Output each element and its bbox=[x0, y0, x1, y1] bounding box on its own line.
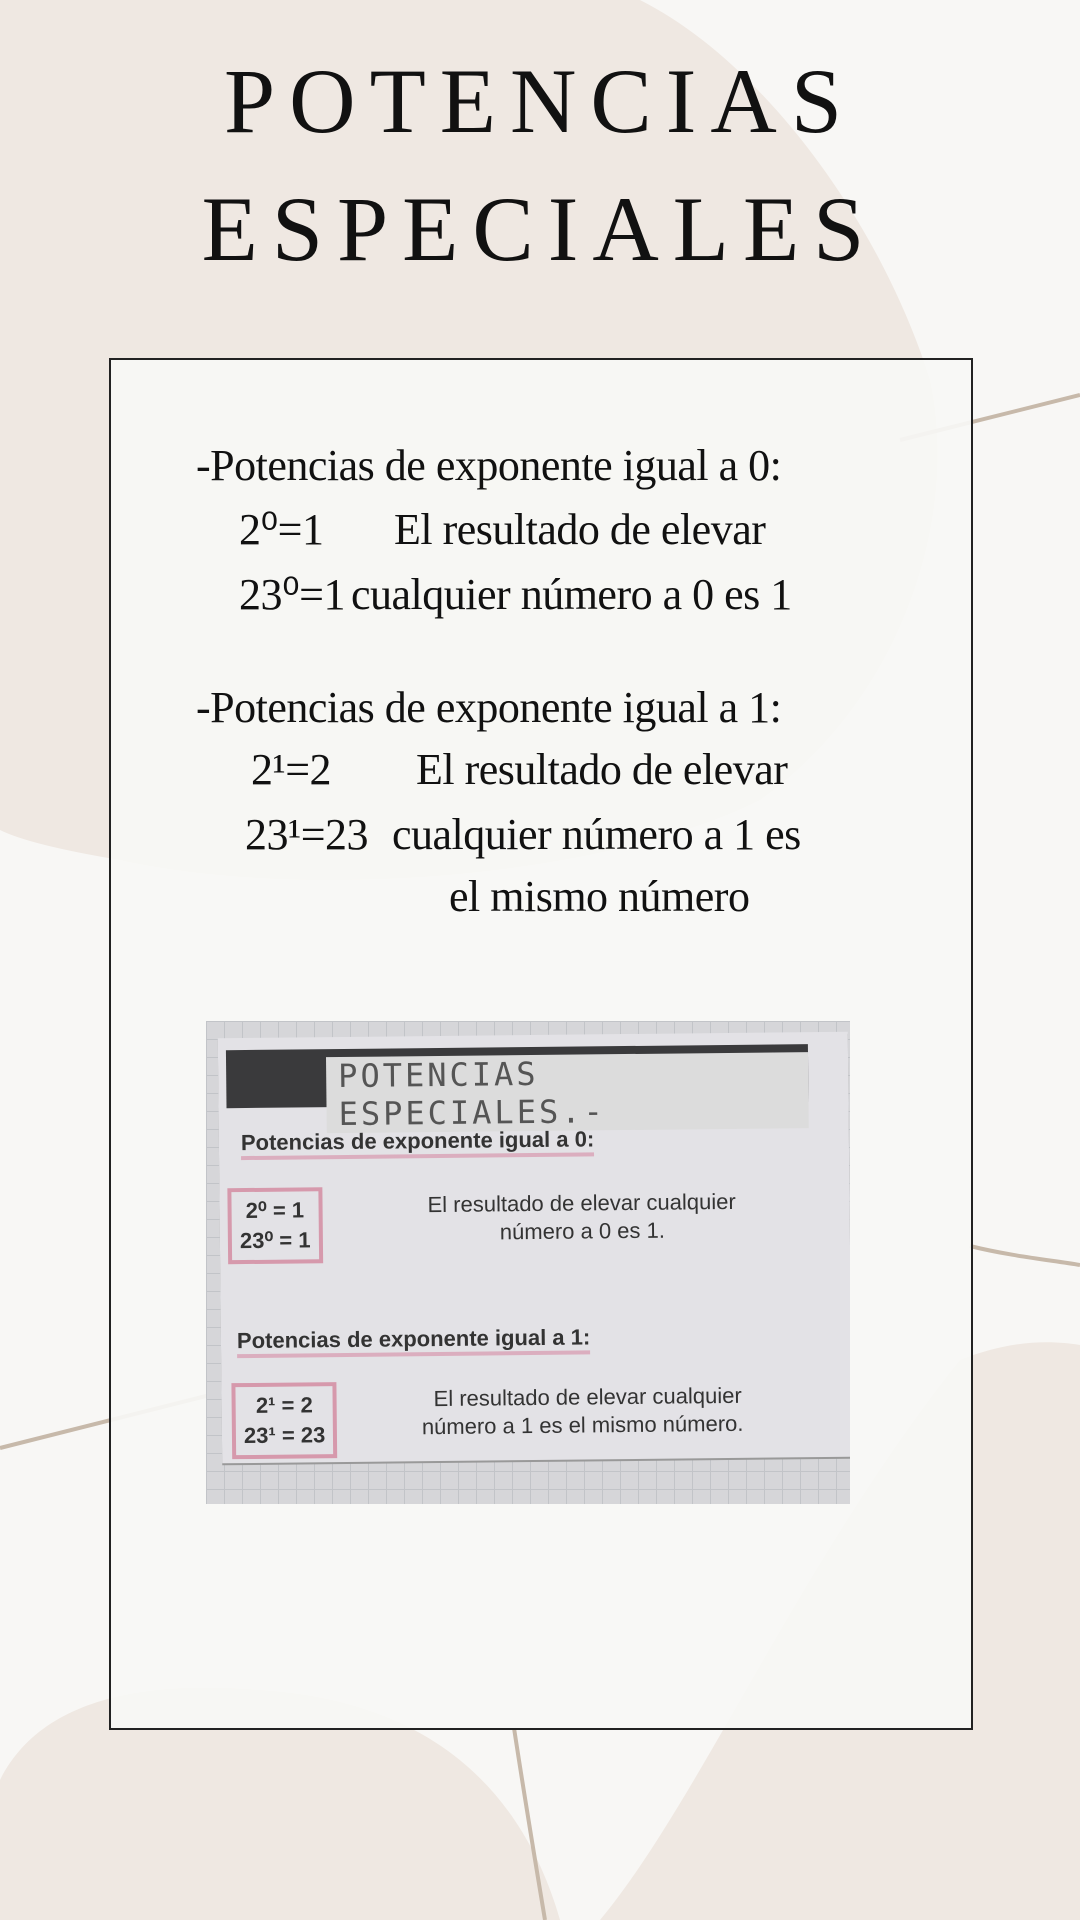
section1-heading: -Potencias de exponente igual a 1: bbox=[196, 683, 782, 732]
photo-section1-text2: número a 1 es el mismo número. bbox=[421, 1410, 744, 1440]
page-title-line1: POTENCIAS bbox=[223, 50, 857, 152]
photo-section0-ex2: 23⁰ = 1 bbox=[239, 1227, 311, 1254]
photo-section1-text1: El resultado de elevar cualquier bbox=[433, 1382, 742, 1412]
photo-section0-text2: número a 0 es 1. bbox=[499, 1217, 666, 1245]
notebook-photo bbox=[206, 1021, 850, 1504]
section1-text3: el mismo número bbox=[449, 872, 750, 921]
photo-section1-heading: Potencias de exponente igual a 1: bbox=[237, 1324, 591, 1358]
section1-text1: El resultado de elevar bbox=[416, 745, 788, 794]
section0-text1: El resultado de elevar bbox=[394, 505, 766, 554]
line-right bbox=[970, 1246, 1080, 1265]
section0-example1: 2⁰=1 bbox=[239, 505, 324, 554]
photo-section0-box bbox=[227, 1187, 322, 1264]
photo-section0-heading: Potencias de exponente igual a 0: bbox=[241, 1126, 595, 1160]
section0-heading: -Potencias de exponente igual a 0: bbox=[196, 441, 782, 490]
photo-section0-ex1: 2⁰ = 1 bbox=[245, 1197, 305, 1224]
section0-example2: 23⁰=1 bbox=[239, 570, 345, 619]
photo-header: POTENCIAS ESPECIALES.- bbox=[326, 1052, 809, 1133]
photo-section1-box bbox=[231, 1382, 337, 1459]
photo-section1-ex1: 2¹ = 2 bbox=[255, 1392, 313, 1418]
photo-paper bbox=[218, 1032, 850, 1464]
section1-example1: 2¹=2 bbox=[251, 745, 332, 794]
page-title-line2: ESPECIALES bbox=[201, 178, 879, 280]
section1-text2: cualquier número a 1 es bbox=[392, 810, 801, 859]
photo-section0-text1: El resultado de elevar cualquier bbox=[427, 1188, 736, 1218]
section0-text2: cualquier número a 0 es 1 bbox=[351, 570, 792, 619]
photo-section1-ex2: 23¹ = 23 bbox=[243, 1422, 326, 1449]
section1-example2: 23¹=23 bbox=[245, 810, 369, 859]
photo-header-band bbox=[226, 1044, 809, 1134]
